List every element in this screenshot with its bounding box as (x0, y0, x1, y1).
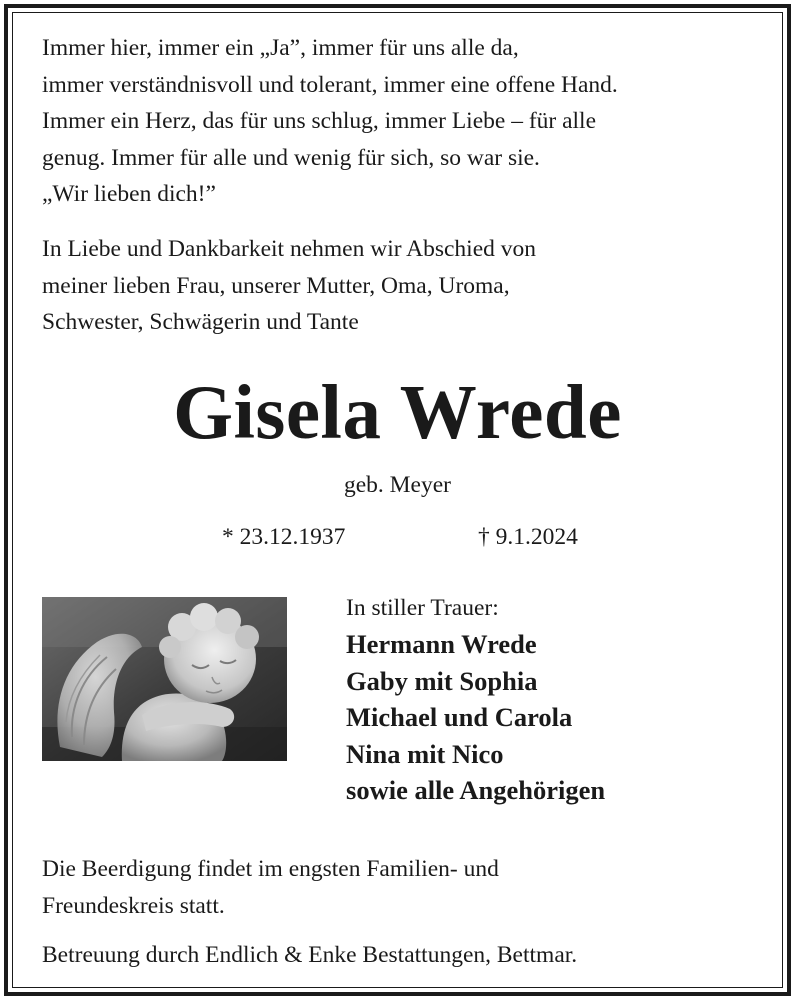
poem-line: Immer hier, immer ein „Ja”, immer für uns alle da, (42, 35, 519, 61)
poem (42, 30, 618, 213)
intro-line: Schwester, Schwägerin und Tante (42, 309, 359, 335)
poem-line: Immer ein Herz, das für uns schlug, immer Liebe – für alle (42, 108, 597, 134)
intro-line: In Liebe und Dankbarkeit nehmen wir Abschied von (42, 236, 537, 262)
poem-line: immer verständnisvoll und tolerant, immer eine offene Hand. (42, 71, 618, 98)
intro-line: meiner lieben Frau, unserer Mutter, Oma, Uroma, (42, 272, 510, 299)
mourners-list (346, 590, 605, 809)
death-date: † 9.1.2024 (478, 524, 578, 550)
mourner-name: sowie alle Angehörigen (346, 775, 606, 805)
angel-photo (42, 597, 287, 761)
poem-line: „Wir lieben dich!” (42, 181, 216, 207)
mourner-name: Nina mit Nico (346, 738, 504, 769)
mourners-heading: In stiller Trauer: (346, 595, 499, 621)
undertaker-notice: Betreuung durch Endlich & Enke Bestattungen, Bettmar. (42, 942, 578, 968)
mourner-name: Michael und Carola (346, 702, 573, 732)
deceased-name: Gisela Wrede (173, 369, 622, 455)
funeral-notice (42, 851, 499, 924)
birth-name: geb. Meyer (343, 472, 451, 498)
funeral-line: Freundeskreis statt. (42, 892, 225, 919)
funeral-line: Die Beerdigung findet im engsten Familien- und (42, 856, 499, 882)
mourner-name: Hermann Wrede (346, 629, 537, 659)
poem-line: genug. Immer für alle und wenig für sich, so war sie. (42, 144, 540, 171)
mourner-name: Gaby mit Sophia (346, 665, 538, 696)
birth-date: * 23.12.1937 (222, 524, 346, 550)
farewell-intro (42, 231, 536, 341)
